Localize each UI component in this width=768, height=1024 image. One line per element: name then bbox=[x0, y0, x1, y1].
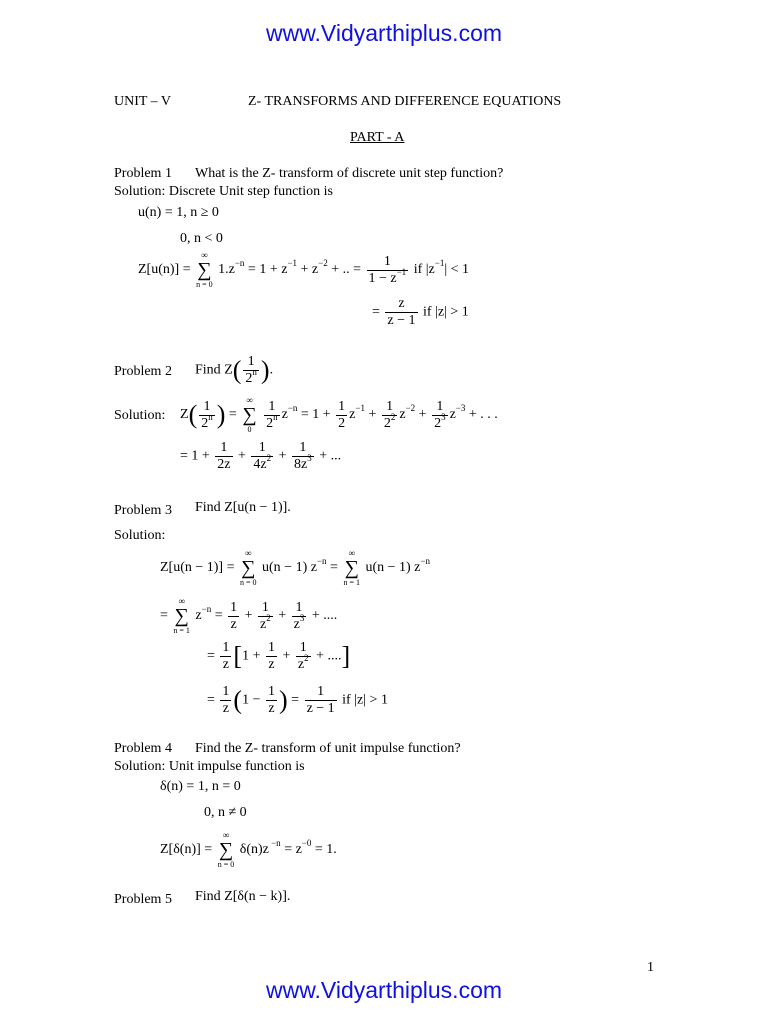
problem-1-equation-2: = $\frac{z}{z - 1}$ if |z| > 1 bbox=[372, 296, 469, 328]
part-heading: PART - A bbox=[350, 130, 405, 145]
page-number: 1 bbox=[647, 960, 654, 975]
problem-1-solution: Solution: Discrete Unit step function is bbox=[114, 184, 333, 199]
problem-5-label: Problem 5 bbox=[114, 892, 172, 907]
problem-4-definition-1: δ(n) = 1, n = 0 bbox=[160, 779, 241, 794]
problem-1-equation-1: Z[u(n)] = ∞ ∑ n = 0 $1.z^{-n} = 1 + z^{-1} + z^{-2}$ + .. = $\frac{1}{1 - z^{-1}}$ if $|z^{-1}| < 1$ bbox=[138, 250, 470, 289]
problem-3-question: Find Z[u(n − 1)]. bbox=[195, 500, 291, 515]
problem-3-solution: Solution: bbox=[114, 528, 166, 543]
problem-4-label: Problem 4 bbox=[114, 741, 172, 756]
problem-2-solution: Solution: bbox=[114, 408, 166, 423]
footer-site-link[interactable]: www.Vidyarthiplus.com bbox=[265, 977, 503, 1003]
problem-3-equation-4: = $\frac{1}{z}$ (1 − $\frac{1}{z}$ ) = $\frac{1}{z - 1}$ if |z| > 1 bbox=[207, 684, 388, 716]
problem-4-equation-1: Z[δ(n)] = ∞ ∑ n = 0 δ(n)z $^{-n} = z^{-0} = 1$. bbox=[160, 830, 337, 869]
problem-5-question: Find Z[δ(n − k)]. bbox=[195, 889, 291, 904]
problem-1-definition-1: u(n) = 1, n ≥ 0 bbox=[138, 205, 219, 220]
problem-2-equation-1: Z( $\frac{1}{2^n}$ ) = ∞ ∑ 0 $\frac{1}{2^n}$ $z^{-n} = 1$ + $\frac{1}{2}$ $z^{-1}$ + $\frac{1}{2^2}$ $z^{-2}$ + $\frac{1}{2^3}$ $z^{-3}$ + . . . bbox=[180, 395, 498, 434]
problem-1-label: Problem 1 bbox=[114, 166, 172, 181]
problem-4-question: Find the Z- transform of unit impulse function? bbox=[195, 741, 461, 756]
problem-4-solution: Solution: Unit impulse function is bbox=[114, 759, 305, 774]
header-site-link[interactable]: www.Vidyarthiplus.com bbox=[265, 20, 503, 46]
problem-3-equation-2: = ∞ ∑ n = 1 $z^{-n}$ = $\frac{1}{z}$ + $\frac{1}{z^2}$ + $\frac{1}{z^3}$ + .... bbox=[160, 596, 338, 635]
unit-label: UNIT – V bbox=[114, 94, 172, 109]
problem-2-equation-2: = 1 + $\frac{1}{2z}$ + $\frac{1}{4z^2}$ + $\frac{1}{8z^3}$ + ... bbox=[180, 440, 342, 472]
problem-2-label: Problem 2 bbox=[114, 364, 172, 379]
document-title: Z- TRANSFORMS AND DIFFERENCE EQUATIONS bbox=[248, 94, 562, 109]
problem-4-definition-2: 0, n ≠ 0 bbox=[204, 805, 247, 820]
problem-3-label: Problem 3 bbox=[114, 503, 172, 518]
problem-2-question: Find Z( $\frac{1}{2^n}$ ). bbox=[195, 354, 274, 386]
problem-1-definition-2: 0, n < 0 bbox=[180, 231, 223, 246]
problem-3-equation-3: = $\frac{1}{z}$ [1 + $\frac{1}{z}$ + $\frac{1}{z^2}$ + ....] bbox=[207, 640, 351, 672]
problem-1-question: What is the Z- transform of discrete unit step function? bbox=[195, 166, 504, 181]
problem-3-equation-1: Z[u(n − 1)] = ∞ ∑ n = 0 u(n − 1) $z^{-n}$ = ∞ ∑ n = 1 u(n − 1) $z^{-n}$ bbox=[160, 548, 430, 587]
